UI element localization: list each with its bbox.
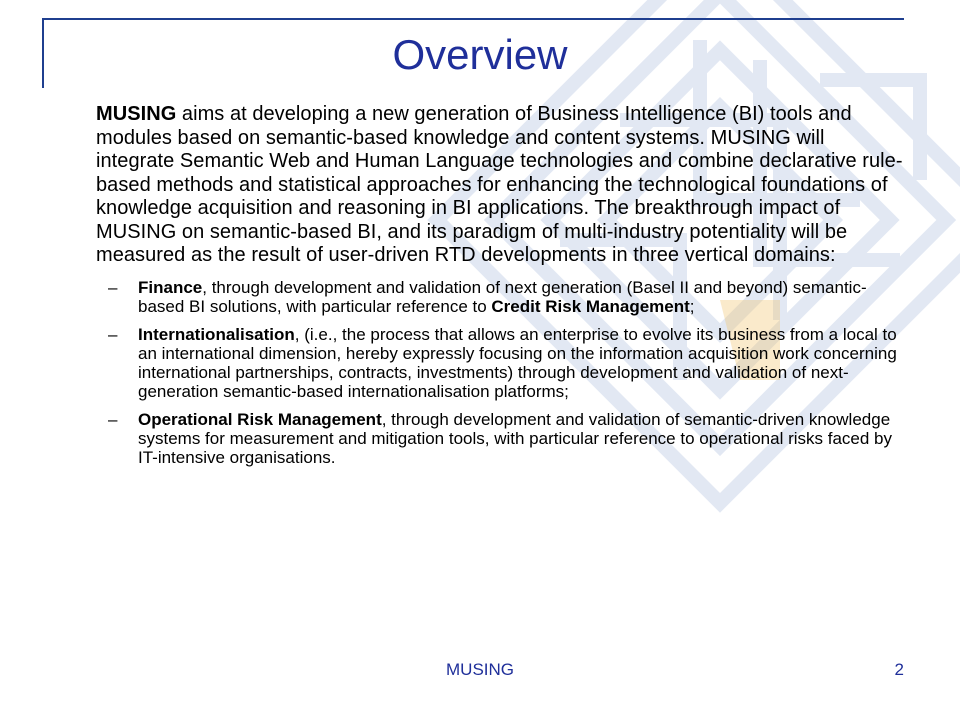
- domain-item-internationalisation: [96, 325, 908, 401]
- dash-bullet: –: [108, 277, 118, 297]
- domain-item-finance: [96, 278, 908, 316]
- domains-list: [96, 278, 908, 467]
- page-number: 2: [894, 660, 904, 679]
- domain-text: , (i.e., the process that allows an enterprise to evolve its business from a local to an international dimension, hereby expressly focusing on the information acquisition work concerning international partnerships, contracts, investments) through development and validation of next-generation semantic-based internationalisation platforms;: [138, 324, 897, 401]
- intro-lead: MUSING: [96, 103, 177, 125]
- footer-label: MUSING: [446, 660, 514, 679]
- intro-text: aims at developing a new generation of Business Intelligence (BI) tools and modules based on semantic-based knowledge and content systems. MUSING will integrate Semantic Web and Human Language technologies and combine declarative rule-based methods and statistical approaches for enhancing the technological foundations of knowledge acquisition and reasoning in BI applications. The breakthrough impact of MUSING on semantic-based BI, and its paradigm of multi-industry potentiality will be measured as the result of user-driven RTD developments in three vertical domains:: [96, 103, 903, 266]
- slide-content: [96, 103, 908, 476]
- frame-top-line: [42, 18, 904, 20]
- domain-item-operational-risk: [96, 410, 908, 467]
- domain-name: Finance: [138, 277, 203, 297]
- dash-bullet: –: [108, 409, 118, 429]
- domain-text: , through development and validation of next generation (Basel II and beyond) semantic-based BI solutions, with particular reference to: [138, 277, 867, 316]
- domain-name: Internationalisation: [138, 324, 295, 344]
- domain-highlight: Credit Risk Management: [491, 296, 690, 316]
- domain-text: , through development and validation of semantic-driven knowledge systems for measurement and mitigation tools, with particular reference to operational risks faced by IT-intensive organisations.: [138, 409, 893, 467]
- domain-text-end: ;: [689, 296, 695, 316]
- domain-name: Operational Risk Management: [138, 409, 382, 429]
- dash-bullet: –: [108, 324, 118, 344]
- intro-paragraph: [96, 103, 908, 268]
- slide-title: Overview: [392, 31, 568, 78]
